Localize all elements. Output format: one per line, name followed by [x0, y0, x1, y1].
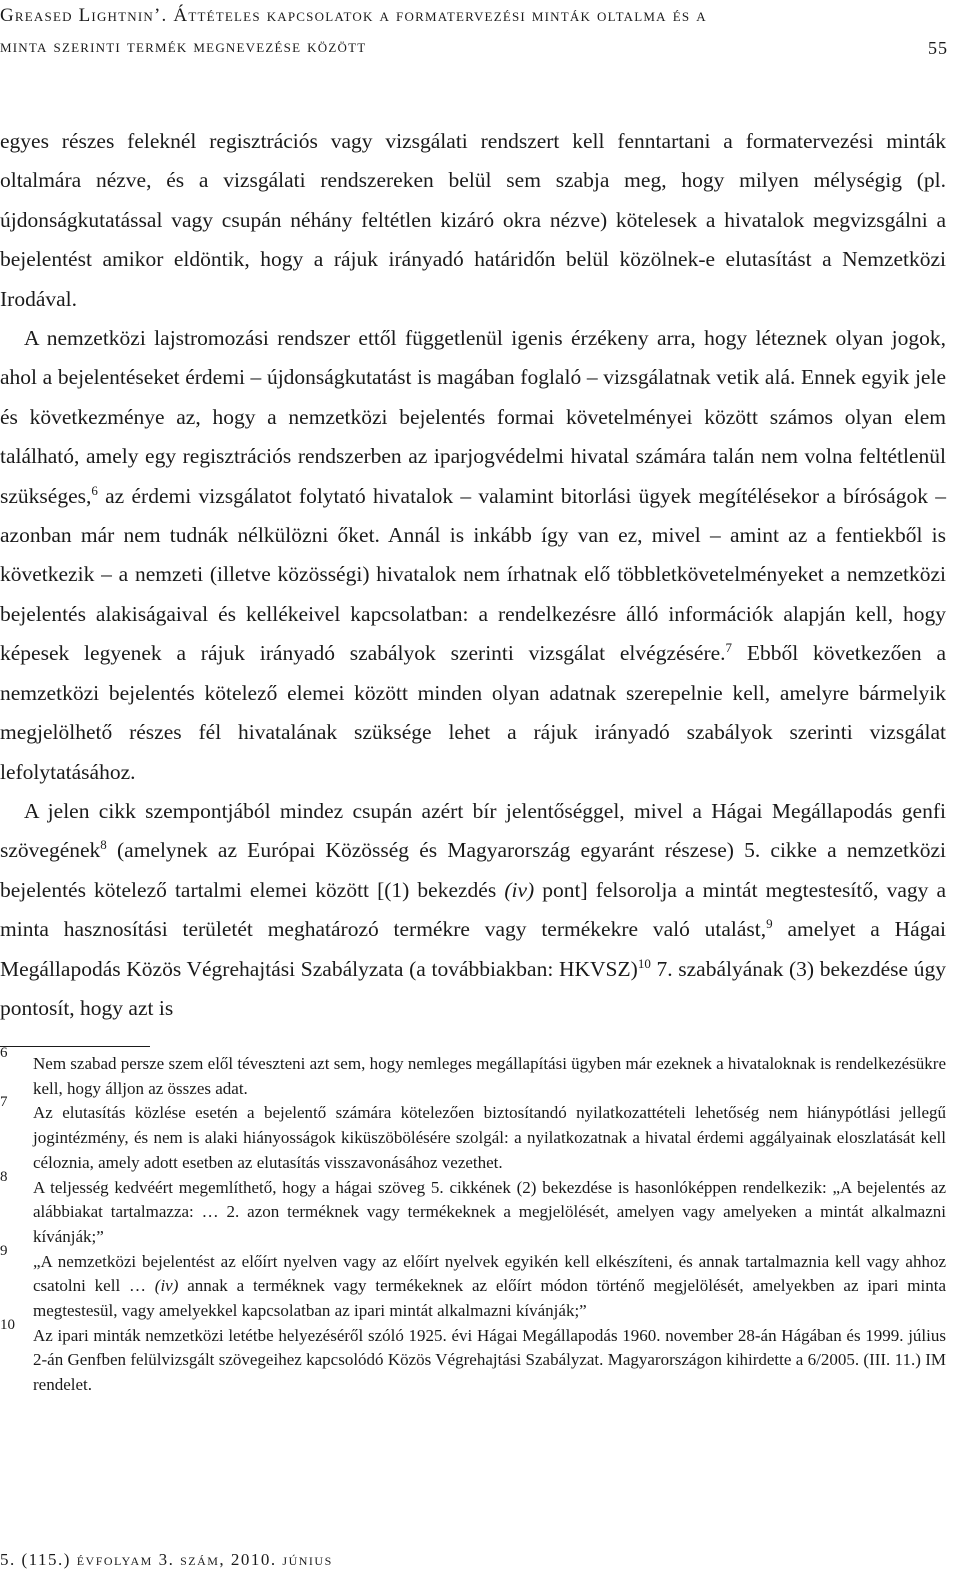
footnote-ref-6[interactable]: 6: [91, 482, 98, 498]
footnote-number: 6: [0, 1045, 8, 1061]
footnote-number: 10: [0, 1316, 15, 1333]
footnote-10: 10 Az ipari minták nemzetközi letétbe helyezéséről szóló 1925. évi Hágai Megállapodás 1960. november 28-án Hágában és 1999. július 2-án Genfben felülvizsgált szövegeihez kapcsolódó Közös Végrehajtási Szabályzat. Magyarországon kihirdette a 6/2005. (III. 11.) IM rendelet.: [0, 1324, 946, 1398]
footnote-ref-8[interactable]: 8: [100, 837, 107, 853]
running-header: [0, 0, 960, 62]
header-title-line-1: Greased Lightnin’. Áttételes kapcsolatok a formatervezési minták oltalma és a: [0, 5, 707, 26]
header-title-line-2: minta szerinti termék megnevezése között: [0, 36, 367, 57]
footnote-number: 8: [0, 1168, 8, 1185]
footnote-6: 6 Nem szabad persze szem elől téveszteni azt sem, hogy nemleges megállapítási ügyben már ezeknek a hivataloknak is rendelkezésükre kell, hogy álljon az összes adat.: [0, 1052, 946, 1101]
footnote-8: 8 A teljesség kedvéért megemlíthető, hogy a hágai szöveg 5. cikkének (2) bekezdése is hasonlóképpen rendelkezik: „A bejelentés az alábbiakat tartalmazza: … 2. azon terméknek vagy termékeknek a megjelölését, amelyen vagy amelyeken a mintát alkalmazni kívánják;”: [0, 1176, 946, 1250]
page-number: 55: [928, 38, 948, 58]
paragraph-2: A nemzetközi lajstromozási rendszer ettől függetlenül igenis érzékeny arra, hogy léteznek olyan jogok, ahol a bejelentéseket érdemi – újdonságkutatást is magában foglaló – vizsgálatnak vetik alá. Ennek egyik jele és következménye az, hogy a nemzetközi bejelentés formai követelményei között számos olyan elem található, amely egy regisztrációs rendszerben az iparjogvédelmi hivatal számára talán nem volna feltétlenül szükséges,$^6$ az érdemi vizsgálatot folytató hivatalok – valamint bitorlási ügyek megítélésekor a bíróságok – azonban már nem tudnák nélkülözni őket. Annál is inkább így van ez, mivel – amint az a fentiekből is következik – a nemzeti (illetve közösségi) hivatalok nem írhatnak elő többletkövetelményeket a nemzetközi bejelentés alakiságaival és kellékeivel kapcsolatban: a rendelkezésre álló információk alapján kell, hogy képesek legyenek a rájuk irányadó szabályok szerinti vizsgálat elvégzésére.$^7$ Ebből következően a nemzetközi bejelentés kötelező elemei között minden olyan adatnak szerepelnie kell, amelyre bármelyik megjelölhető részes fél hivatalának szüksége lehet a rájuk irányadó szabályok szerinti vizsgálat lefolytatásához.: [0, 326, 946, 784]
footnote-ref-9[interactable]: 9: [766, 915, 773, 931]
footnote-7: 7 Az elutasítás közlése esetén a bejelentő számára kötelezően biztosítandó nyilatkozattételi lehetőség nem hiánypótlási jellegű jogintézmény, és nem is alaki hiányosságok kiküszöbölésére szolgál: a nyilatkozatnak a hivatal érdemi aggályainak eloszlatását kell céloznia, amely adott esetben az elutasítás visszavonásához vezethet.: [0, 1101, 946, 1175]
footnote-9: 9 „A nemzetközi bejelentést az előírt nyelven vagy az előírt nyelvek egyikén kell elkészíteni, és annak tartalmaznia kell vagy ahhoz csatolni kell … (iv) annak a terméknek vagy termékeknek az előírt módon történő megjelölését, amelyekben az ipari minta megtestesül, vagy amelyekkel kapcsolatban az ipari mintát alkalmazni kívánják;”: [0, 1250, 946, 1324]
footnote-divider: [0, 1046, 150, 1047]
footnote-number: 7: [0, 1094, 8, 1111]
footnote-number: 9: [0, 1242, 8, 1259]
paragraph-3: A jelen cikk szempontjából mindez csupán azért bír jelentőséggel, mivel a Hágai Megállapodás genfi szövegének$^8$ (amelynek az Európai Közösség és Magyarország egyaránt részese) 5. cikke a nemzetközi bejelentés kötelező tartalmi elemei között [(1) bekezdés (iv) pont] felsorolja a mintát megtestesítő, vagy a minta hasznosítási területét meghatározó termékre vagy termékekre való utalást,$^9$ amelyet a Hágai Megállapodás Közös Végrehajtási Szabályzata (a továbbiakban: HKVSZ)$^{10}$ 7. szabályának (3) bekezdése úgy pontosít, hogy azt is: [0, 798, 947, 1020]
main-text: [0, 122, 946, 1028]
footnotes: [0, 1045, 946, 1398]
footnote-ref-7[interactable]: 7: [725, 640, 733, 656]
paragraph-1: egyes részes feleknél regisztrációs vagy vizsgálati rendszert kell fenntartani a formatervezési minták oltalmára nézve, és a vizsgálati rendszereken belül sem szabja meg, hogy milyen mélységig (pl. újdonságkutatással vagy csupán néhány feltétlen kizáró okra nézve) kötelesek a hivatalok megvizsgálni a bejelentést amikor eldöntik, hogy a rájuk irányadó határidőn belül közölnek-e elutasítást a Nemzetközi Irodával.: [0, 129, 946, 311]
footnote-ref-10[interactable]: 10: [637, 955, 651, 971]
running-footer: 5. (115.) évfolyam 3. szám, 2010. június: [0, 1550, 333, 1569]
